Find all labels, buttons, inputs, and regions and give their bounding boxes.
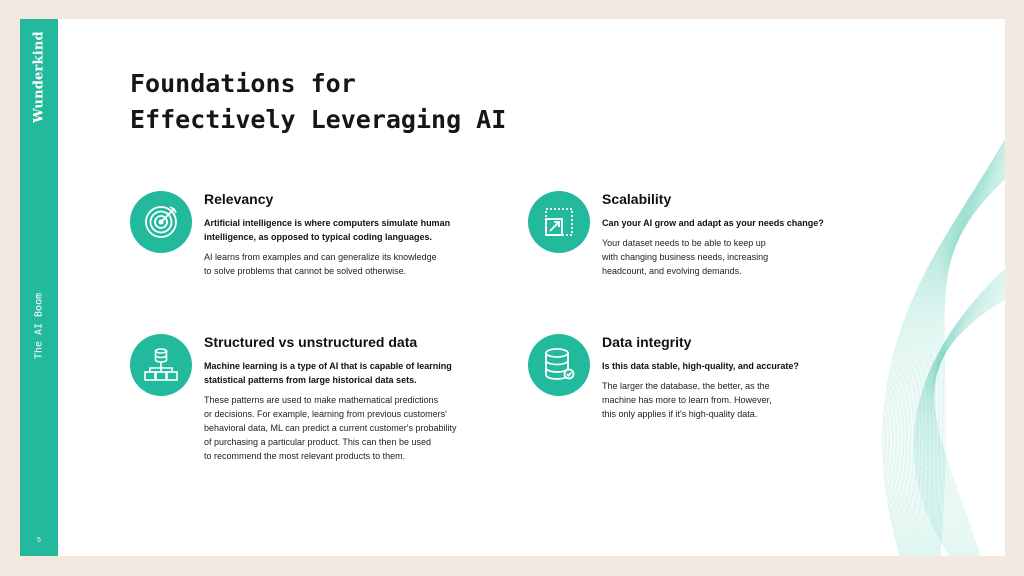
card-lead: Machine learning is a type of AI that is capable of learning statistical patterns from large historical data sets. xyxy=(204,361,452,385)
database-check-icon xyxy=(528,334,590,396)
card-title: Data integrity xyxy=(602,334,692,350)
card-title: Relevancy xyxy=(204,191,274,207)
card-lead: Is this data stable, high-quality, and accurate? xyxy=(602,361,799,371)
page-number: 5 xyxy=(37,537,41,544)
page-title xyxy=(130,66,506,138)
card-text: Your dataset needs to be able to keep up with changing business needs, increasing headcount, and evolving demands. xyxy=(602,238,769,276)
sidebar xyxy=(20,19,58,556)
target-icon xyxy=(130,191,192,253)
card-title: Scalability xyxy=(602,191,672,207)
card-lead: Can your AI grow and adapt as your needs change? xyxy=(602,218,824,228)
page-title-line-1: Foundations for xyxy=(130,69,356,98)
page-title-line-2: Effectively Leveraging AI xyxy=(130,105,507,134)
scale-up-icon xyxy=(528,191,590,253)
brand-logo: Wunderkind xyxy=(31,31,47,123)
card-text: The larger the database, the better, as the machine has more to learn from. However, this only applies if it's high-quality data. xyxy=(602,381,772,419)
slide xyxy=(20,19,1005,556)
card-lead: Artificial intelligence is where computers simulate human intelligence, as opposed to typical coding languages. xyxy=(204,218,451,242)
data-structure-icon xyxy=(130,334,192,396)
card-text: These patterns are used to make mathematical predictions or decisions. For example, learning from previous customers' behavioral data, ML can predict a current customer's probability of purchasing a particular product. This can then be used to recommend the most relevant products to them. xyxy=(204,395,457,461)
card-text: AI learns from examples and can generalize its knowledge to solve problems that cannot be solved otherwise. xyxy=(204,252,437,276)
card-title: Structured vs unstructured data xyxy=(204,334,418,350)
section-label: The AI Boom xyxy=(33,292,45,360)
